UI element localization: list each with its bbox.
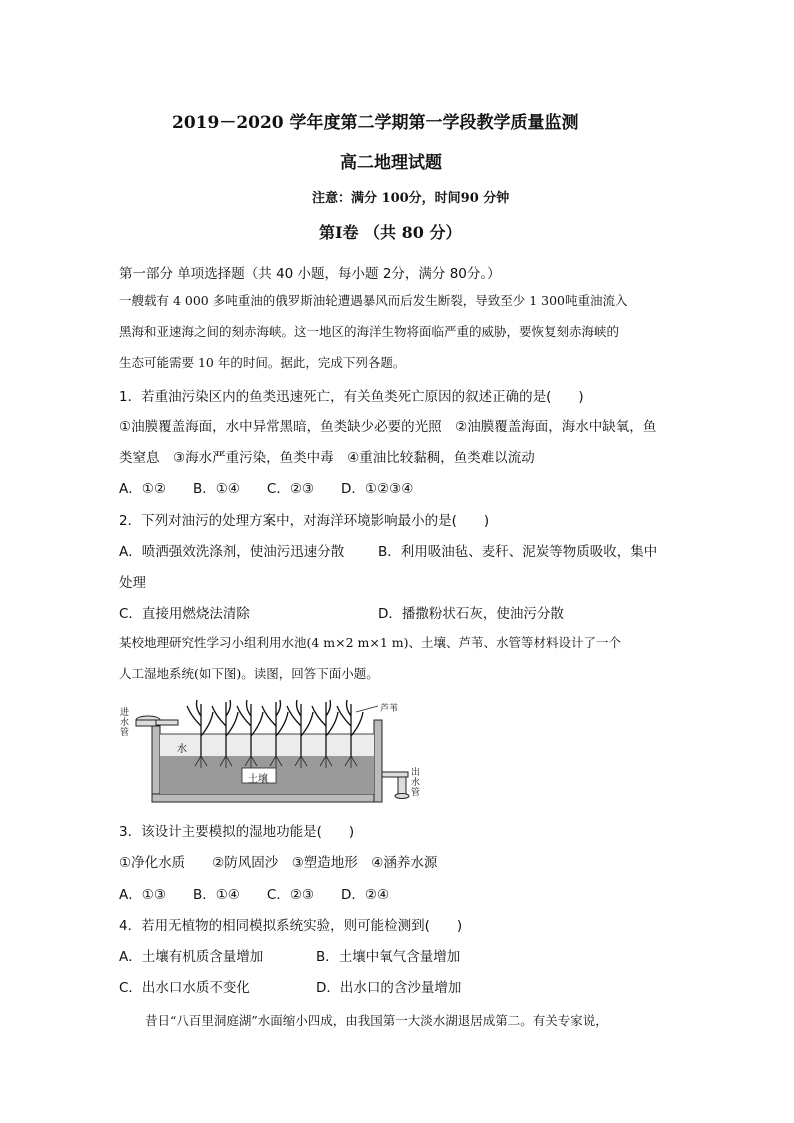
question-3-options: A．①③ B．①④ C．②③ D．②④: [119, 887, 390, 903]
question-1-statement: ①油膜覆盖海面，水中异常黑暗，鱼类缺少必要的光照 ②油膜覆盖海面，海水中缺氧，鱼: [119, 419, 657, 435]
question-3-statements: ①净化水质 ②防风固沙 ③塑造地形 ④涵养水源: [119, 855, 438, 871]
question-1-stem: 1．若重油污染区内的鱼类迅速死亡，有关鱼类死亡原因的叙述正确的是( ): [119, 389, 584, 405]
passage-line: 生态可能需要 10 年的时间。据此，完成下列各题。: [119, 355, 406, 370]
question-2-stem: 2．下列对油污的处理方案中，对海洋环境影响最小的是( ): [119, 513, 490, 529]
reed-label: 芦苇: [380, 704, 399, 714]
passage-line: 某校地理研究性学习小组利用水池(4 m×2 m×1 m)、土壤、芦苇、水管等材料设计了一个: [119, 635, 622, 650]
question-1-statement: 类窒息 ③海水严重污染，鱼类中毒 ④重油比较黏稠，鱼类难以流动: [119, 450, 535, 466]
outlet-pipe-label: 出 水 管: [411, 768, 421, 798]
water-label: 水: [177, 744, 187, 755]
outlet-pipe: [382, 772, 409, 799]
inlet-pipe: [136, 716, 178, 726]
subject-title: 高二地理试题: [340, 153, 442, 173]
question-1-options: A．①② B．①④ C．②③ D．①②③④: [119, 481, 414, 497]
question-2-option-b: B．利用吸油毡、麦秆、泥炭等物质吸收，集中: [378, 544, 658, 560]
passage-line: 黑海和亚速海之间的刻赤海峡。这一地区的海洋生物将面临严重的威胁，要恢复刻赤海峡的: [119, 324, 620, 339]
question-4-option-c: C．出水口水质不变化: [119, 980, 250, 996]
question-4-option-a: A．土壤有机质含量增加: [119, 949, 264, 965]
passage-line: 一艘载有 4 000 多吨重油的俄罗斯油轮遭遇暴风而后发生断裂，导致至少 1 300吨重油流入: [119, 293, 628, 308]
soil-label: 土壤: [248, 774, 268, 785]
question-3-stem: 3．该设计主要模拟的湿地功能是( ): [119, 824, 355, 840]
question-4-option-b: B．土壤中氧气含量增加: [316, 949, 461, 965]
volume-title: 第Ⅰ卷 （共 80 分）: [319, 223, 462, 242]
exam-notice: 注意：满分 100分，时间90 分钟: [312, 191, 510, 206]
question-2-option-c: C．直接用燃烧法清除: [119, 606, 250, 622]
water-layer: [160, 734, 374, 756]
passage-line: 人工湿地系统(如下图)。读图，回答下面小题。: [119, 666, 379, 681]
passage-line: 昔日“八百里洞庭湖”水面缩小四成，由我国第一大淡水湖退居成第二。有关专家说，: [145, 1013, 608, 1028]
section-heading: 第一部分 单项选择题（共 40 小题，每小题 2分，满分 80分。）: [119, 266, 501, 282]
inlet-pipe-label: 进 水 管: [120, 708, 130, 738]
exam-title: 2019－2020 学年度第二学期第一学段教学质量监测: [172, 113, 579, 133]
question-4-stem: 4．若用无植物的相同模拟系统实验，则可能检测到( ): [119, 918, 463, 934]
question-2-option-b-cont: 处理: [119, 575, 146, 591]
question-2-option-d: D．播撒粉状石灰，使油污分散: [378, 606, 564, 622]
question-4-option-d: D．出水口的含沙量增加: [316, 980, 462, 996]
question-2-option-a: A．喷洒强效洗涤剂，使油污迅速分散: [119, 544, 345, 560]
